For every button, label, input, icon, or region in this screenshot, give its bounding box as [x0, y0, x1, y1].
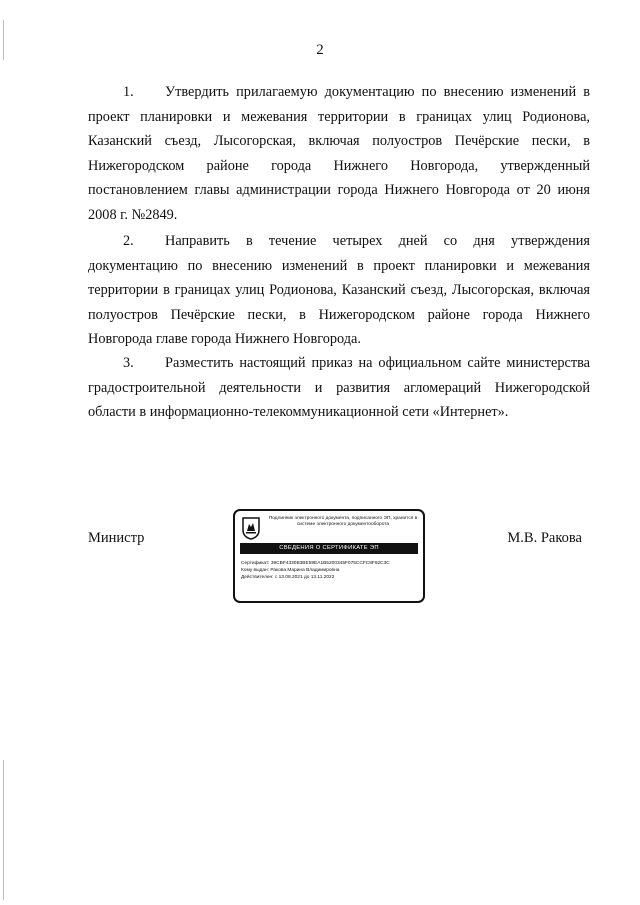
page-number: 2 — [316, 42, 324, 58]
certificate-value: 39CBF4330B3BE59EA1B5200345F075CCFC8F92C3C — [270, 561, 390, 566]
paragraph-3 — [88, 351, 590, 425]
signatory-position: Министр — [88, 530, 145, 546]
valid-label: Действителен: — [241, 575, 274, 580]
stamp-valid-row — [241, 575, 334, 581]
electronic-signature-stamp — [233, 509, 425, 603]
paragraph-number: 1. — [123, 84, 134, 100]
paragraph-number: 3. — [123, 355, 134, 371]
coat-of-arms-icon — [241, 516, 261, 540]
issued-to-label: Кому выдан: — [241, 568, 269, 573]
scan-edge-mark — [3, 760, 4, 900]
paragraph-text: Направить в течение четырех дней со дня утверждения документацию по внесению изменений в проект планировки и межевания территории в границах улиц Родионова, Казанский съезд, Лысогорская, включая полуостров Печёрские пески, в Нижегородском районе города Нижнего Новгорода главе города Нижнего Новгорода. — [88, 233, 590, 348]
paragraph-2 — [88, 229, 590, 352]
paragraph-text: Разместить настоящий приказ на официальном сайте министерства градостроительной деятельности и развития агломераций Нижегородской области в информационно-телекоммуникационной сети «Интернет». — [88, 355, 590, 421]
paragraph-number: 2. — [123, 233, 134, 249]
signatory-name: М.В. Ракова — [507, 530, 582, 546]
issued-to-value: Ракова Марина Владимировна — [270, 568, 340, 573]
certificate-label: Сертификат: — [241, 561, 270, 566]
valid-value: с 13.08.2021 до 13.11.2022 — [274, 575, 335, 580]
paragraph-text: Утвердить прилагаемую документацию по внесению изменений в проект планировки и межевания территории в границах улиц Родионова, Казанский съезд, Лысогорская, включая полуостров Печёрские пески, в Нижегородском районе города Нижнего Новгорода, утвержденный постановлением главы администрации города Нижнего Новгорода от 20 июня 2008 г. №2849. — [88, 84, 590, 223]
stamp-header: Подлинник электронного документа, подписанного ЭП, хранится в системе электронного документооборота — [268, 516, 418, 528]
stamp-certificate-row — [241, 561, 390, 567]
stamp-title: СВЕДЕНИЯ О СЕРТИФИКАТЕ ЭП — [240, 543, 418, 554]
paragraph-1 — [88, 80, 590, 228]
stamp-issued-to-row — [241, 568, 339, 574]
